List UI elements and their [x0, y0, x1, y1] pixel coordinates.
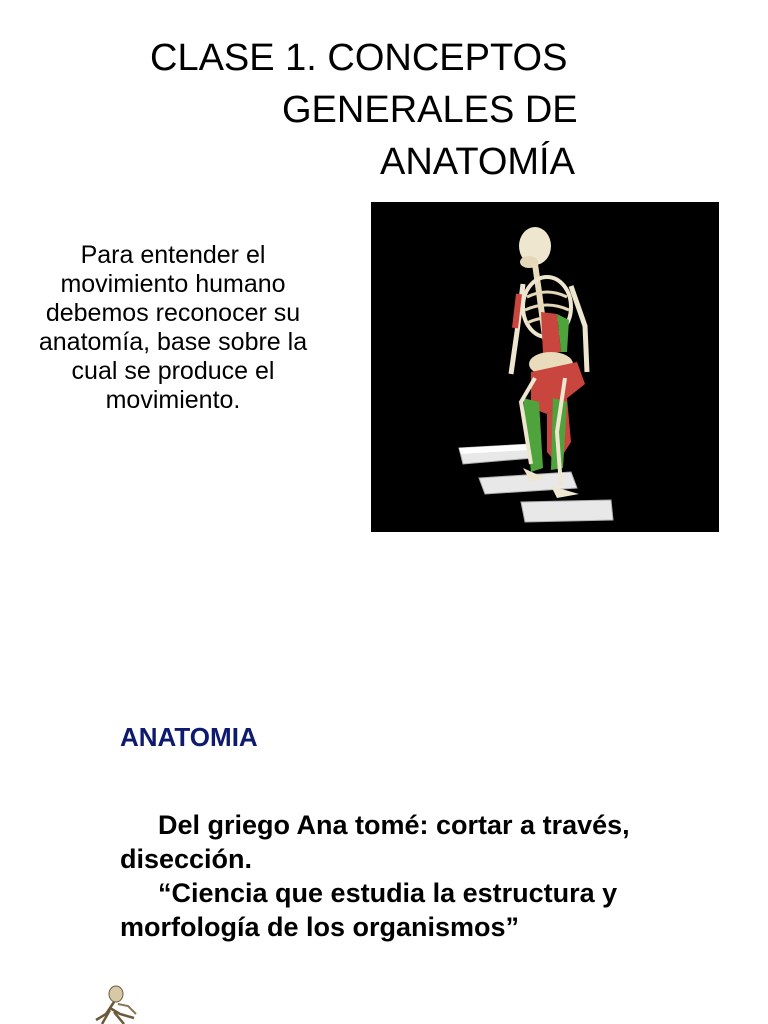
intro-paragraph: Para entender el movimiento humano debemos reconocer su anatomía, base sobre la cual se produce el movimiento. — [38, 241, 308, 414]
section-heading: ANATOMIA — [120, 722, 258, 752]
skeleton-icon — [371, 202, 719, 532]
small-skeleton-icon — [84, 984, 146, 1024]
page-title-line-2: GENERALES DE — [282, 89, 578, 131]
page-title-line-1: CLASE 1. CONCEPTOS — [150, 37, 568, 79]
definition-block — [120, 808, 720, 944]
definition-quote: “Ciencia que estudia la estructura y morfología de los organismos” — [120, 878, 618, 942]
page-title-line-3: ANATOMÍA — [380, 141, 575, 183]
skeleton-stairs-figure — [371, 202, 719, 532]
definition-etymology: Del griego Ana tomé: cortar a través, disección. — [120, 810, 630, 874]
